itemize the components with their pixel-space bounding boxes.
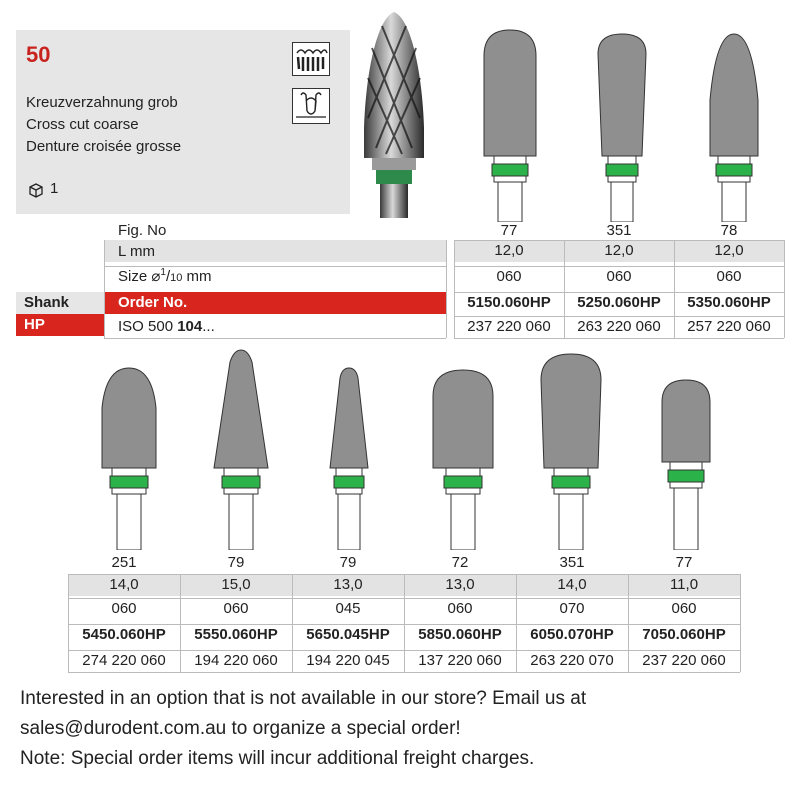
product-fig-cell: 77 — [500, 222, 518, 239]
product-size-cell: 060 — [671, 600, 697, 617]
bur-drawing-77 — [480, 26, 540, 222]
product-length-cell: 11,0 — [669, 576, 699, 593]
product-size-cell: 060 — [447, 600, 473, 617]
product-fig-cell: 77 — [675, 554, 693, 571]
bur-photo — [358, 8, 430, 218]
product-order-cell: 5550.060HP — [194, 626, 278, 643]
top-products-grid — [454, 220, 786, 340]
product-fig-cell: 351 — [606, 222, 632, 239]
product-fig-cell: 78 — [720, 222, 738, 239]
footer-line-3: Note: Special order items will incur additional freight charges. — [20, 748, 535, 769]
bur-drawing-77-bottom — [658, 376, 714, 550]
product-code: 50 — [26, 42, 51, 67]
shank-label: Shank — [24, 294, 70, 311]
bur-drawing-79-large — [212, 346, 270, 550]
bur-drawing-351-bottom — [538, 350, 604, 550]
product-size-cell: 060 — [111, 600, 137, 617]
product-iso-cell: 194 220 060 — [194, 652, 278, 669]
package-quantity: 1 — [50, 180, 59, 197]
product-iso-cell: 257 220 060 — [687, 318, 771, 335]
crown-prep-icon — [292, 88, 330, 124]
product-fig-cell: 351 — [559, 554, 585, 571]
special-order-notice — [20, 684, 790, 774]
product-size-cell: 060 — [223, 600, 249, 617]
product-size-cell: 060 — [496, 268, 522, 285]
product-iso-cell: 274 220 060 — [82, 652, 166, 669]
product-iso-cell: 237 220 060 — [467, 318, 551, 335]
product-length-cell: 13,0 — [445, 576, 475, 593]
footer-line-2: sales@durodent.com.au to organize a special order! — [20, 718, 461, 739]
product-size-cell: 045 — [335, 600, 361, 617]
footer-line-1: Interested in an option that is not available in our store? Email us at — [20, 688, 587, 709]
package-icon — [28, 182, 44, 203]
bur-drawing-72 — [430, 366, 496, 550]
product-length-cell: 13,0 — [333, 576, 363, 593]
product-order-cell: 5650.045HP — [306, 626, 390, 643]
product-order-cell: 5450.060HP — [82, 626, 166, 643]
product-iso-cell: 263 220 060 — [577, 318, 661, 335]
product-length-cell: 14,0 — [557, 576, 587, 593]
bur-drawing-251 — [100, 364, 158, 550]
product-size-cell: 060 — [606, 268, 632, 285]
bur-drawing-79-small — [326, 364, 372, 550]
product-iso-cell: 194 220 045 — [306, 652, 390, 669]
product-length-cell: 12,0 — [494, 242, 524, 259]
bottom-products-grid — [68, 552, 740, 674]
fig-label: Fig. No — [118, 222, 167, 239]
product-length-cell: 12,0 — [714, 242, 744, 259]
product-fig-cell: 79 — [339, 554, 357, 571]
product-length-cell: 12,0 — [604, 242, 634, 259]
length-label: L mm — [118, 243, 155, 260]
product-size-cell: 070 — [559, 600, 585, 617]
product-header — [16, 30, 350, 214]
product-fig-cell: 79 — [227, 554, 245, 571]
description-fr: Denture croisée grosse — [26, 138, 182, 155]
product-fig-cell: 72 — [451, 554, 469, 571]
shank-type: HP — [24, 316, 45, 333]
product-order-cell: 5350.060HP — [687, 294, 771, 311]
product-size-cell: 060 — [716, 268, 742, 285]
product-iso-cell: 137 220 060 — [418, 652, 502, 669]
size-label: Size ⌀$^1$/10 mm — [118, 267, 212, 285]
bur-drawing-78 — [706, 30, 762, 222]
product-order-cell: 7050.060HP — [642, 626, 726, 643]
iso-label: ISO 500 104... — [118, 318, 215, 335]
product-order-cell: 5250.060HP — [577, 294, 661, 311]
product-length-cell: 14,0 — [109, 576, 139, 593]
order-label: Order No. — [118, 294, 188, 311]
bur-drawing-351 — [596, 30, 648, 222]
product-order-cell: 5850.060HP — [418, 626, 502, 643]
teeth-row-icon — [292, 42, 330, 76]
product-iso-cell: 237 220 060 — [642, 652, 726, 669]
product-iso-cell: 263 220 070 — [530, 652, 614, 669]
product-fig-cell: 251 — [111, 554, 137, 571]
product-order-cell: 6050.070HP — [530, 626, 614, 643]
description-en: Cross cut coarse — [26, 116, 139, 133]
product-length-cell: 15,0 — [221, 576, 251, 593]
description-de: Kreuzverzahnung grob — [26, 94, 178, 111]
product-order-cell: 5150.060HP — [467, 294, 551, 311]
